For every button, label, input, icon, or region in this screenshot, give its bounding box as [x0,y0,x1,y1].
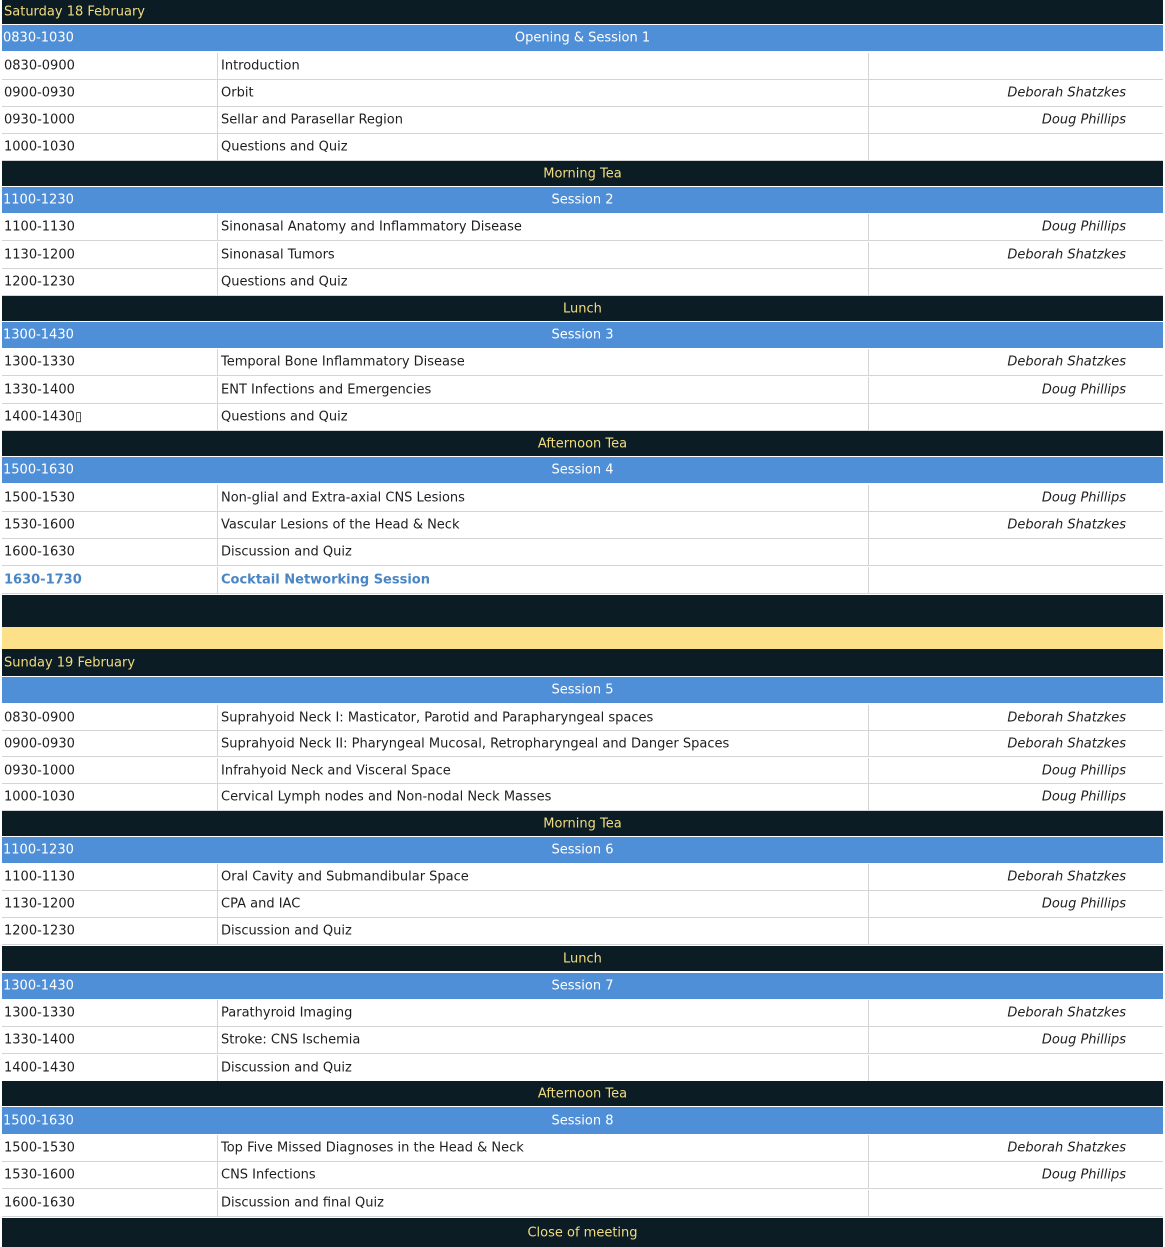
talk-title: Stroke: CNS Ischemia [221,1032,361,1048]
session-time: 1100-1230 [3,842,74,858]
speaker-name: Doug Phillips [1041,763,1126,778]
break-label: Afternoon Tea [537,436,628,451]
talk-title: Non-glial and Extra-axial CNS Lesions [221,490,465,506]
title-cell [217,539,868,565]
break-label: Close of meeting [527,1225,638,1240]
time-cell [2,377,217,403]
speaker-name: Doug Phillips [1041,896,1126,912]
table-row [2,1000,1163,1027]
table-row [2,269,1163,296]
session-name: Session 8 [551,1113,614,1128]
talk-time: 1200-1230 [4,274,75,290]
break-row [2,431,1163,456]
time-cell [2,512,217,538]
spacer-band [2,595,1163,627]
time-cell [2,1135,217,1161]
break-row [2,946,1163,971]
talk-time: 1000-1030 [4,789,75,805]
session-time: 1500-1630 [3,1113,74,1128]
talk-title: Sinonasal Tumors [221,247,335,263]
time-cell [2,485,217,511]
speaker-cell [868,242,1163,268]
session-header-row [2,677,1163,704]
table-row [2,349,1163,376]
table-row [2,1055,1163,1082]
time-cell [2,1190,217,1216]
speaker-name: Doug Phillips [1041,1167,1126,1183]
time-cell [2,758,217,783]
time-cell [2,214,217,240]
talk-time: 0830-0900 [4,58,75,74]
talk-title: Oral Cavity and Submandibular Space [221,869,469,885]
talk-time: 1530-1600 [4,517,75,533]
talk-time: 0930-1000 [4,763,75,778]
title-cell [217,377,868,403]
speaker-cell [868,512,1163,538]
break-label: Lunch [563,301,602,316]
speaker-cell [868,864,1163,890]
speaker-cell [868,269,1163,295]
talk-time: 1100-1130 [4,219,75,235]
session-header-row [2,1107,1163,1135]
speaker-name: Deborah Shatzkes [1007,869,1126,885]
title-cell [217,269,868,295]
talk-title: Temporal Bone Inflammatory Disease [221,354,465,370]
time-cell [2,269,217,295]
session-name: Opening & Session 1 [514,30,651,46]
talk-title: Questions and Quiz [221,274,348,290]
table-row [2,80,1163,107]
speaker-cell [868,918,1163,944]
speaker-cell [868,80,1163,106]
speaker-cell [868,705,1163,730]
break-row [2,1218,1163,1247]
talk-title: Infrahyoid Neck and Visceral Space [221,763,451,778]
divider-band [2,627,1163,649]
speaker-cell [868,107,1163,133]
time-cell [2,1162,217,1188]
session-name: Session 6 [551,842,614,858]
title-cell [217,1190,868,1216]
table-row [2,731,1163,757]
talk-time: 1400-1430▯ [4,409,83,425]
table-row [2,758,1163,784]
talk-time: 1600-1630 [4,544,75,560]
table-row [2,705,1163,731]
talk-title: Sinonasal Anatomy and Inflammatory Disease [221,219,522,235]
talk-title: CPA and IAC [221,896,301,912]
session-time: 1100-1230 [3,192,74,208]
talk-title: Cervical Lymph nodes and Non-nodal Neck Masses [221,789,552,805]
session-header-row [2,457,1163,484]
talk-title: Vascular Lesions of the Head & Neck [221,517,460,533]
time-cell [2,784,217,810]
talk-time: 1530-1600 [4,1167,75,1183]
session-time: 1300-1430 [3,327,74,343]
table-row [2,1135,1163,1162]
talk-title: Top Five Missed Diagnoses in the Head & Neck [221,1140,524,1156]
session-time: 0830-1030 [3,30,74,46]
title-cell [217,107,868,133]
speaker-cell [868,567,1163,593]
table-row [2,404,1163,431]
talk-time: 1630-1730 [4,572,82,588]
talk-title: Sellar and Parasellar Region [221,112,403,128]
time-cell [2,53,217,79]
talk-time: 0900-0930 [4,85,75,101]
talk-title: CNS Infections [221,1167,316,1183]
session-header-row [2,837,1163,864]
speaker-cell [868,404,1163,430]
speaker-cell [868,731,1163,756]
table-row [2,242,1163,269]
title-cell [217,349,868,375]
table-row [2,107,1163,134]
talk-time: 0830-0900 [4,710,75,725]
speaker-cell [868,134,1163,160]
break-label: Afternoon Tea [537,1086,628,1101]
time-cell [2,349,217,375]
time-cell [2,891,217,917]
table-row [2,214,1163,241]
table-row [2,784,1163,811]
title-cell [217,134,868,160]
table-row [2,377,1163,404]
speaker-cell [868,349,1163,375]
talk-time: 1600-1630 [4,1195,75,1211]
time-cell [2,1055,217,1081]
speaker-cell [868,539,1163,565]
talk-time: 1500-1530 [4,1140,75,1156]
speaker-cell [868,377,1163,403]
time-cell [2,864,217,890]
speaker-cell [868,891,1163,917]
speaker-name: Deborah Shatzkes [1007,85,1126,101]
session-time: 1500-1630 [3,462,74,478]
break-row [2,296,1163,321]
table-row [2,1027,1163,1054]
speaker-name: Doug Phillips [1041,789,1126,805]
time-cell [2,1000,217,1026]
speaker-name: Doug Phillips [1041,382,1126,398]
time-cell [2,918,217,944]
title-cell [217,731,868,756]
speaker-name: Deborah Shatzkes [1007,710,1126,725]
title-cell [217,1135,868,1161]
title-cell [217,1162,868,1188]
talk-time: 1330-1400 [4,1032,75,1048]
speaker-name: Deborah Shatzkes [1007,736,1126,751]
time-cell [2,731,217,756]
speaker-name: Deborah Shatzkes [1007,1140,1126,1156]
session-header-row [2,187,1163,214]
time-cell [2,134,217,160]
title-cell [217,567,868,593]
speaker-cell [868,1162,1163,1188]
session-name: Session 3 [551,327,614,343]
session-header-row [2,322,1163,349]
table-row [2,891,1163,918]
title-cell [217,891,868,917]
title-cell [217,784,868,810]
break-label: Morning Tea [543,816,622,831]
table-row [2,539,1163,566]
talk-title: Suprahyoid Neck I: Masticator, Parotid and Parapharyngeal spaces [221,710,654,725]
time-cell [2,404,217,430]
table-row [2,1190,1163,1217]
speaker-name: Doug Phillips [1041,490,1126,506]
title-cell [217,1000,868,1026]
talk-title: Discussion and Quiz [221,923,352,939]
talk-time: 1200-1230 [4,923,75,939]
speaker-cell [868,1135,1163,1161]
talk-time: 0900-0930 [4,736,75,751]
day-header-row [2,649,1163,676]
talk-title: Introduction [221,58,300,74]
talk-title: Questions and Quiz [221,139,348,155]
title-cell [217,80,868,106]
talk-time: 1100-1130 [4,869,75,885]
table-row [2,1162,1163,1189]
session-name: Session 4 [551,462,614,478]
speaker-cell [868,1190,1163,1216]
speaker-cell [868,53,1163,79]
talk-time: 1400-1430 [4,1060,75,1076]
time-cell [2,539,217,565]
time-cell [2,1027,217,1053]
time-cell [2,705,217,730]
day-title: Saturday 18 February [4,4,145,20]
speaker-cell [868,1055,1163,1081]
session-name: Session 5 [551,682,614,698]
title-cell [217,53,868,79]
break-label: Lunch [563,951,602,966]
talk-time: 1500-1530 [4,490,75,506]
break-label: Morning Tea [543,166,622,181]
day-header-row [2,0,1163,24]
talk-title: Questions and Quiz [221,409,348,425]
talk-title: Suprahyoid Neck II: Pharyngeal Mucosal, Retropharyngeal and Danger Spaces [221,736,730,751]
talk-title: ENT Infections and Emergencies [221,382,432,398]
title-cell [217,214,868,240]
break-row [2,161,1163,186]
talk-time: 1130-1200 [4,247,75,263]
talk-time: 1130-1200 [4,896,75,912]
title-cell [217,485,868,511]
talk-time: 1000-1030 [4,139,75,155]
session-name: Session 2 [551,192,614,208]
break-row [2,811,1163,836]
time-cell [2,80,217,106]
time-cell [2,567,217,593]
talk-title: Parathyroid Imaging [221,1005,353,1021]
day-title: Sunday 19 February [4,655,136,670]
title-cell [217,512,868,538]
title-cell [217,404,868,430]
speaker-name: Doug Phillips [1041,1032,1126,1048]
talk-time: 0930-1000 [4,112,75,128]
talk-title: Orbit [221,85,254,101]
speaker-name: Doug Phillips [1041,219,1126,235]
title-cell [217,1027,868,1053]
talk-time: 1300-1330 [4,1005,75,1021]
time-cell [2,107,217,133]
talk-title: Discussion and final Quiz [221,1195,384,1211]
speaker-cell [868,1027,1163,1053]
title-cell [217,242,868,268]
table-row [2,864,1163,891]
speaker-name: Doug Phillips [1041,112,1126,128]
session-header-row [2,973,1163,1000]
session-header-row [2,25,1163,52]
table-row [2,918,1163,945]
speaker-cell [868,485,1163,511]
talk-time: 1330-1400 [4,382,75,398]
speaker-cell [868,214,1163,240]
talk-title: Discussion and Quiz [221,544,352,560]
table-row [2,485,1163,512]
speaker-cell [868,784,1163,810]
session-time: 1300-1430 [3,978,74,994]
break-row [2,1081,1163,1106]
title-cell [217,1055,868,1081]
title-cell [217,918,868,944]
speaker-cell [868,758,1163,783]
speaker-name: Deborah Shatzkes [1007,517,1126,533]
talk-time: 1300-1330 [4,354,75,370]
title-cell [217,705,868,730]
speaker-name: Deborah Shatzkes [1007,247,1126,263]
speaker-name: Deborah Shatzkes [1007,354,1126,370]
title-cell [217,758,868,783]
time-cell [2,242,217,268]
talk-title: Cocktail Networking Session [221,572,430,588]
session-name: Session 7 [551,978,614,994]
networking-row [2,567,1163,594]
talk-title: Discussion and Quiz [221,1060,352,1076]
table-row [2,512,1163,539]
title-cell [217,864,868,890]
table-row [2,53,1163,80]
speaker-cell [868,1000,1163,1026]
table-row [2,134,1163,161]
speaker-name: Deborah Shatzkes [1007,1005,1126,1021]
